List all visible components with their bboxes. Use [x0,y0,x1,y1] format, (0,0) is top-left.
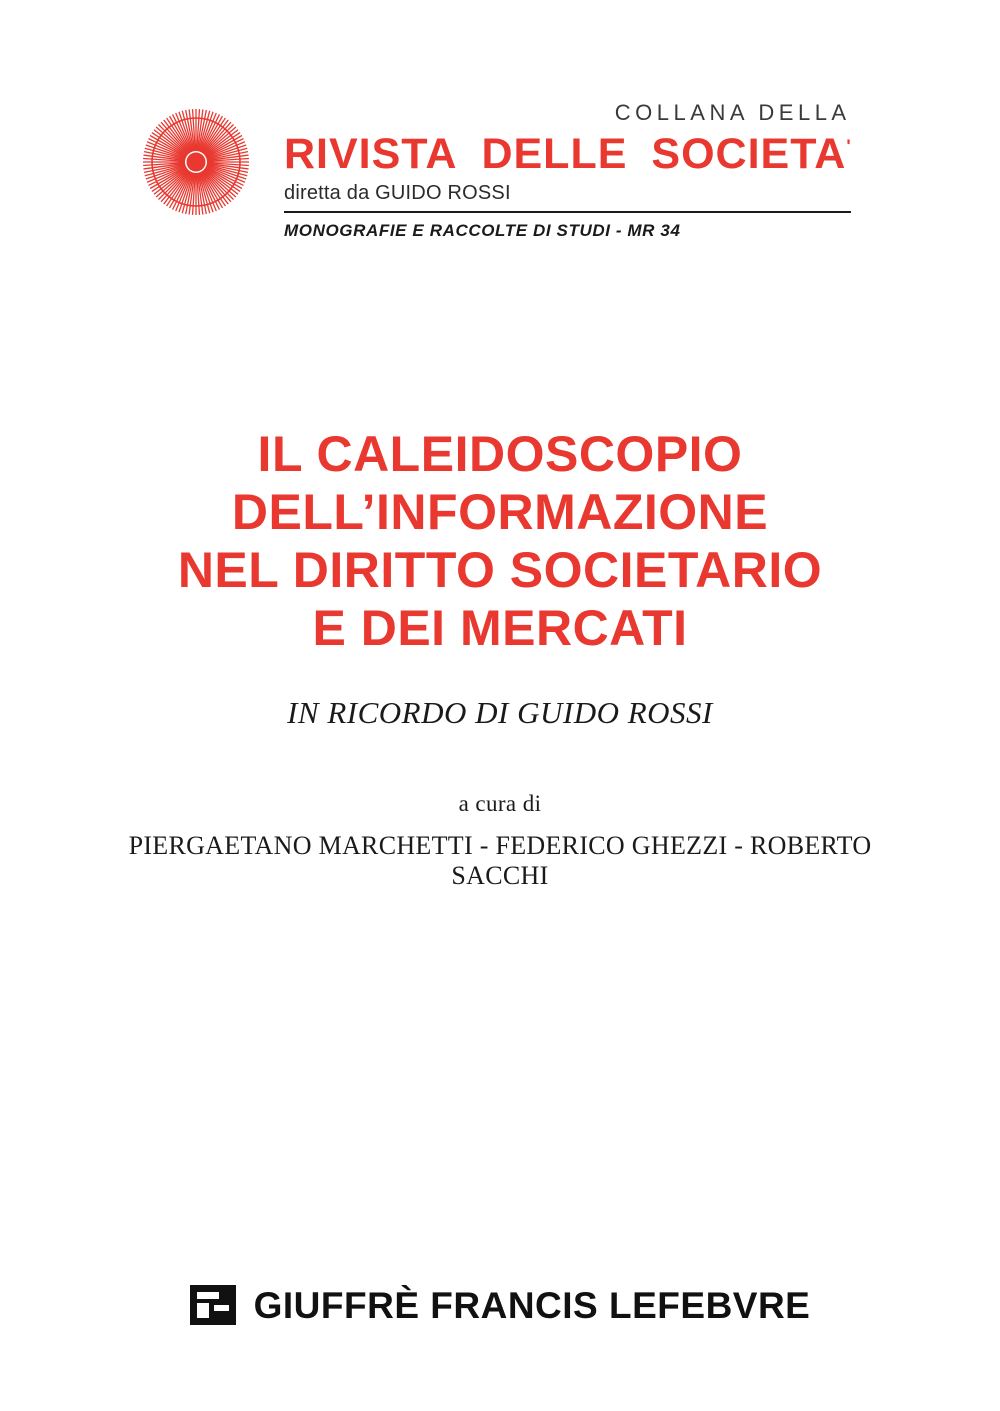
title-line-3: NEL DIRITTO SOCIETARIO [177,542,823,598]
publisher-block [0,1285,1000,1325]
page-subtitle: IN RICORDO DI GUIDO ROSSI [287,695,713,730]
masthead-divider [284,211,851,213]
series-director: diretta da GUIDO ROSSI [284,182,511,204]
series-subtitle: MONOGRAFIE E RACCOLTE DI STUDI - MR 34 [284,221,681,240]
sunburst-rosette-logo-icon [140,106,252,218]
masthead-text [284,100,851,241]
masthead [140,100,851,241]
title-line-4: E DEI MERCATI [312,600,688,656]
series-title [284,130,851,178]
series-word-delle: DELLE [481,130,628,178]
title-line-2: DELL’INFORMAZIONE [231,484,769,540]
editors-label: a cura di [458,791,542,816]
editors-names: PIERGAETANO MARCHETTI - FEDERICO GHEZZI - ROBERTO SACCHI [128,831,872,890]
title-line-1: IL CALEIDOSCOPIO [257,426,743,482]
series-word-societa: SOCIETA [651,130,847,178]
page-title [100,425,900,657]
title-block [100,425,900,891]
editors-block [100,791,900,891]
giuffre-block-mark-icon [190,1285,236,1325]
series-word-rivista: RIVISTA [284,130,458,178]
series-title-apostrophe: ' [846,136,851,157]
publisher-name: GIUFFRÈ FRANCIS LEFEBVRE [253,1284,811,1326]
series-collection-label: COLLANA DELLA [614,100,851,125]
